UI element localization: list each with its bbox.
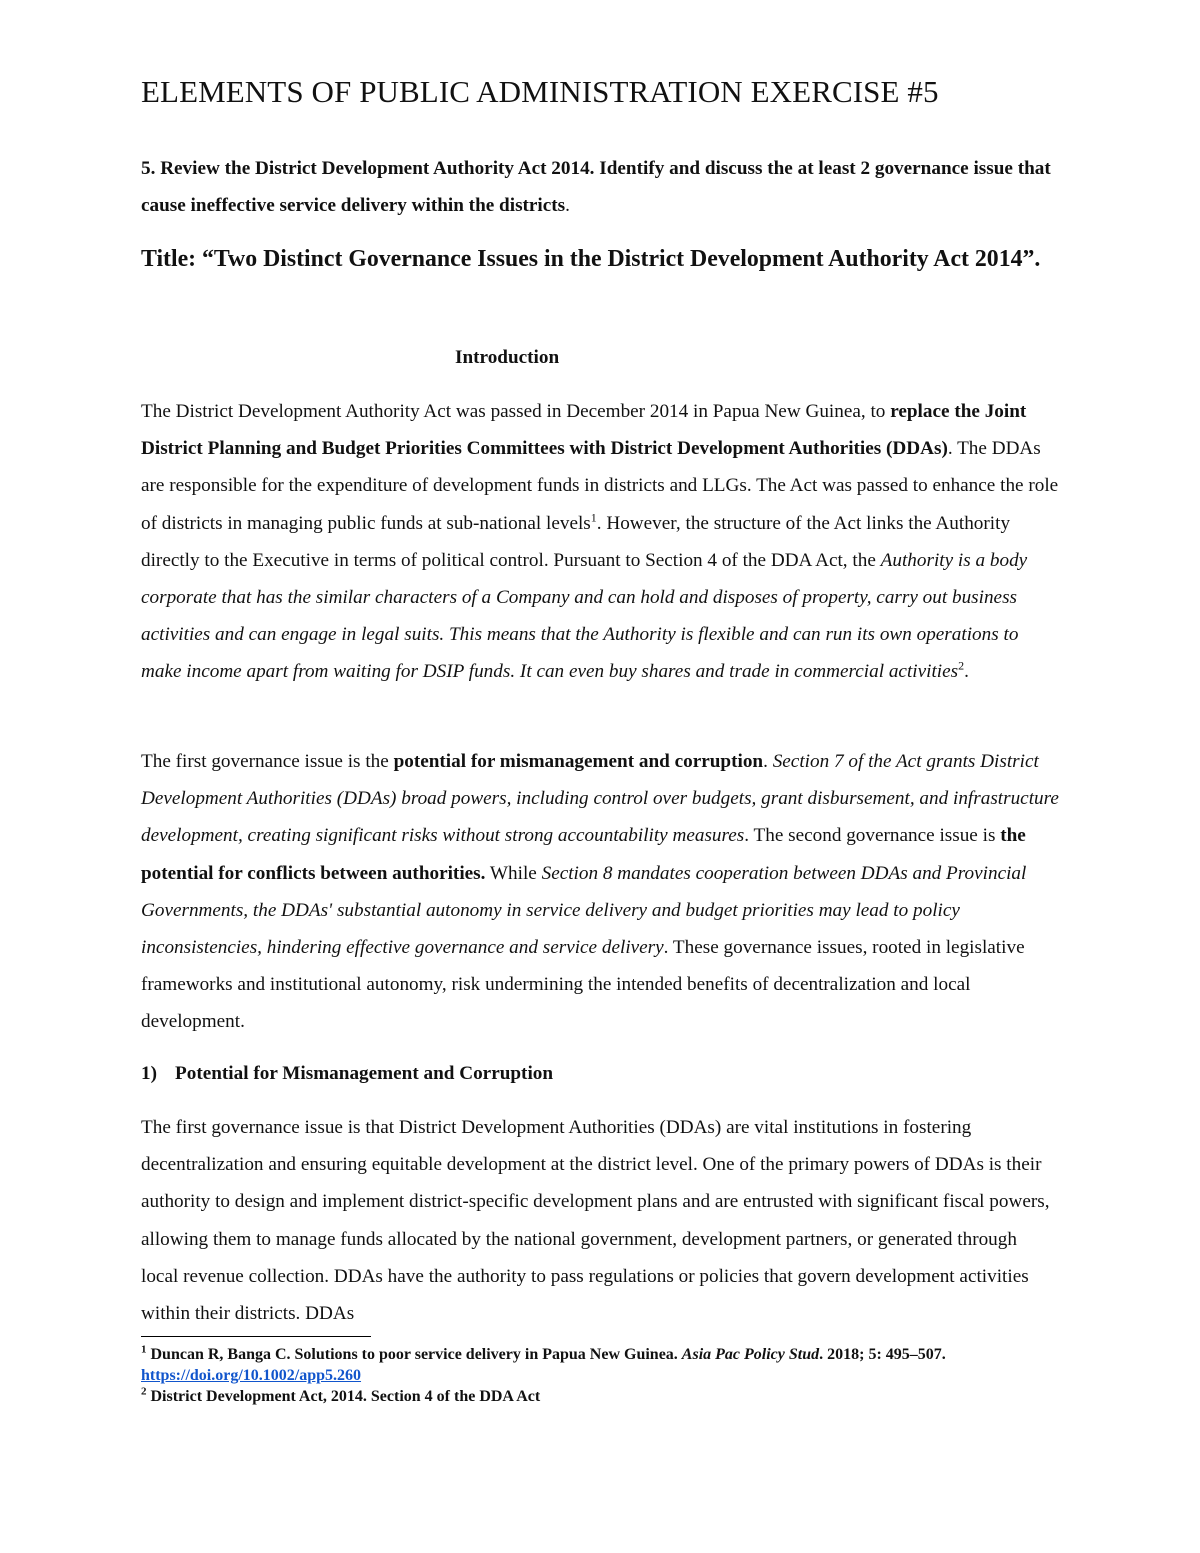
issues-bold-mismanagement: potential for mismanagement and corruption	[393, 751, 764, 772]
question-text: 5. Review the District Development Authority Act 2014. Identify and discuss the at least 2 governance issue that cause ineffective service delivery within the districts	[141, 158, 1051, 216]
issues-italic-section7: Section 7 of the Act grants District Development Authorities (DDAs) broad powers, including control over budgets, grant disbursement, and infrastructure development, creating significant risks without strong accountability measures	[141, 751, 1059, 847]
footnote-2-marker: 2	[141, 1385, 147, 1398]
footnote-1-rest: . 2018; 5: 495–507.	[819, 1346, 946, 1363]
introduction-heading: Introduction	[455, 347, 560, 368]
issues-text-5: . These governance issues, rooted in legislative frameworks and institutional autonomy, risk undermining the intended benefits of decentralization and local development.	[141, 937, 1025, 1033]
issues-text-3: . The second governance issue is	[744, 825, 1001, 847]
issues-bold-conflicts: the potential for conflicts between authorities.	[141, 825, 1026, 884]
intro-bold-replace: replace the Joint District Planning and Budget Priorities Committees with District Development Authorities (DDAs)	[141, 401, 1027, 460]
footnote-1	[141, 1344, 1041, 1386]
intro-text-4: .	[964, 661, 969, 683]
section-1-paragraph: The first governance issue is that District Development Authorities (DDAs) are vital institutions in fostering decentralization and ensuring equitable development at the district level. One of the primary powers of DDAs is their authority to design and implement district-specific development plans and are entrusted with significant fiscal powers, allowing them to manage funds allocated by the national government, development partners, or generated through local revenue collection. DDAs have the authority to pass regulations or policies that govern development activities within their districts. DDAs	[141, 1117, 1050, 1325]
intro-italic-section4: Authority is a body corporate that has the similar characters of a Company and can hold and disposes of property, carry out business activities and can engage in legal suits. This means that the Authority is flexible and can run its own operations to make income apart from waiting for DSIP funds. It can even buy shares and trade in commercial activities	[141, 549, 1028, 683]
footnotes	[141, 1344, 1041, 1407]
intro-text-3: . However, the structure of the Act links the Authority directly to the Executive in terms of political control. Pursuant to Section 4 of the DDA Act, the	[141, 512, 1011, 571]
governance-issues-paragraph	[141, 743, 1059, 1041]
footnote-1-text: Duncan R, Banga C. Solutions to poor service delivery in Papua New Guinea.	[146, 1346, 682, 1363]
document-title: ELEMENTS OF PUBLIC ADMINISTRATION EXERCISE #5	[141, 74, 939, 109]
footnote-ref-2[interactable]: 2	[958, 659, 965, 674]
footnote-1-marker: 1	[141, 1343, 147, 1356]
exercise-question	[141, 150, 1081, 224]
intro-text-1: The District Development Authority Act was passed in December 2014 in Papua New Guinea, to	[141, 401, 891, 422]
footnote-2-text: District Development Act, 2014. Section 4 of the DDA Act	[146, 1388, 541, 1405]
footnote-ref-1[interactable]: 1	[590, 510, 597, 525]
footnote-1-journal: Asia Pac Policy Stud	[681, 1346, 820, 1363]
introduction-paragraph	[141, 393, 1059, 691]
section-1-number: 1)	[141, 1063, 157, 1084]
question-period: .	[565, 195, 570, 216]
footnote-2	[141, 1386, 1041, 1407]
essay-title: Title: “Two Distinct Governance Issues in the District Development Authority Act 2014”.	[141, 246, 1041, 272]
section-1-heading	[141, 1063, 553, 1085]
issues-text-1: The first governance issue is the	[141, 751, 394, 772]
issues-italic-section8: Section 8 mandates cooperation between DDAs and Provincial Governments, the DDAs' substantial autonomy in service delivery and budget priorities may lead to policy inconsistencies, hindering effective governance and service delivery	[141, 862, 1027, 959]
footnote-1-doi-link[interactable]: https://doi.org/10.1002/app5.260	[141, 1367, 362, 1384]
issues-text-4: While	[485, 862, 542, 884]
section-1-title: Potential for Mismanagement and Corruption	[175, 1063, 554, 1084]
footnote-separator	[141, 1336, 371, 1337]
issues-text-2: .	[763, 751, 773, 772]
intro-text-2: . The DDAs are responsible for the expenditure of development funds in districts and LLGs. The Act was passed to enhance the role of districts in managing public funds at sub-national levels	[141, 438, 1059, 534]
